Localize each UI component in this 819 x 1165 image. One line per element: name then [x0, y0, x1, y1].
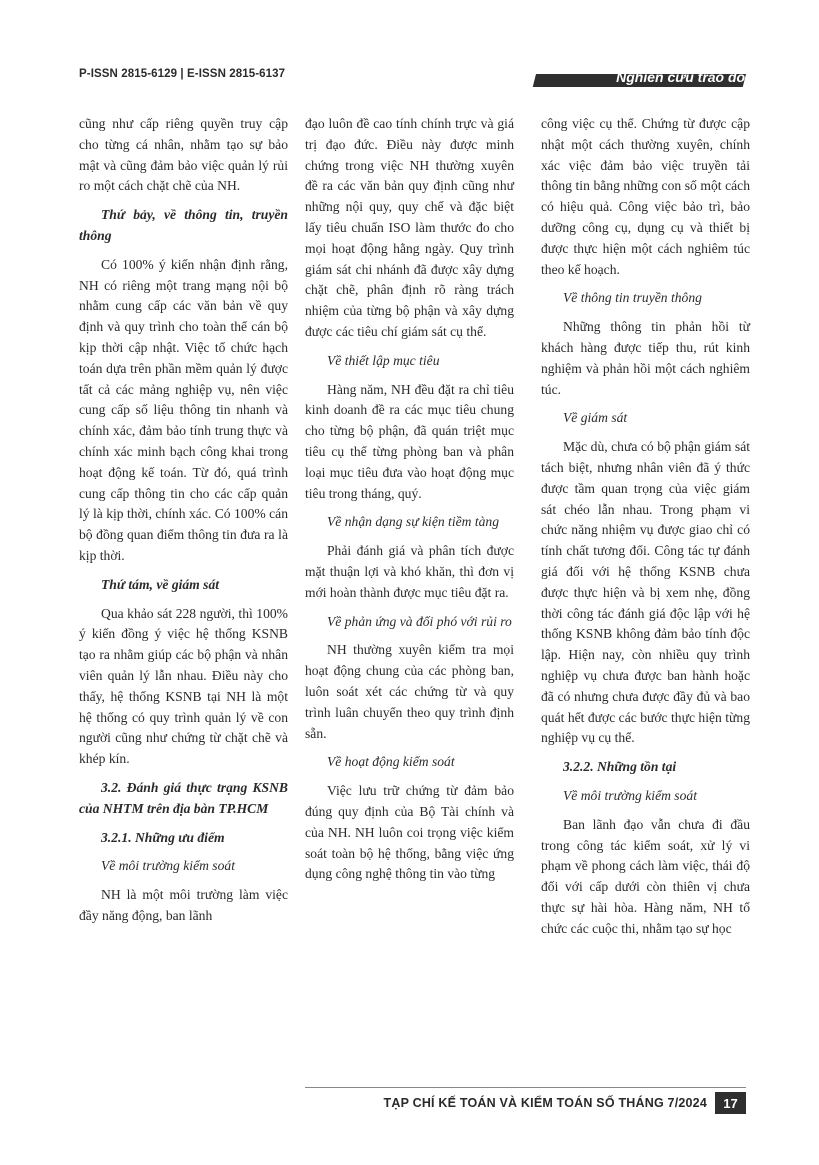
paragraph: Hàng năm, NH đều đặt ra chỉ tiêu kinh doanh đề ra các mục tiêu chung cho từng bộ phận, đã quán triệt mục tiêu cụ thể từng phòng ban và phân loại mục tiêu đưa vào hoạt động mục tiêu trong tháng, quý. [305, 381, 514, 501]
footer-rule [305, 1087, 746, 1088]
paragraph: NH là một môi trường làm việc đầy năng động, ban lãnh [79, 887, 288, 923]
paragraph: cũng như cấp riêng quyền truy cập cho từng cá nhân, nhằm tạo sự bảo mật và cũng đảm bảo việc quản lý rủi ro một cách chặt chẽ của NH. [79, 116, 288, 194]
paragraph: Những thông tin phản hồi từ khách hàng được tiếp thu, rút kinh nghiệm và phản hồi một cách nghiêm túc. [541, 319, 750, 397]
paragraph: đạo luôn đề cao tính chính trực và giá trị đạo đức. Điều này được minh chứng trong việc NH thường xuyên đề ra các văn bản quy định cũng như những nội quy, quy chế và đặc biệt lấy tiêu chuẩn ISO làm thước đo cho mọi hoạt động hằng ngày. Quy trình giám sát chi nhánh đã được xây dựng chặt chẽ, phân định rõ ràng trách nhiệm của từng bộ phận và xây dựng được các tiêu chí giám sát cụ thể. [305, 116, 514, 339]
subheading: Về môi trường kiểm soát [101, 858, 235, 874]
subheading: Về giám sát [563, 410, 628, 426]
subheading: Về nhận dạng sự kiện tiềm tàng [327, 514, 500, 530]
paragraph: Có 100% ý kiến nhận định rằng, NH có riêng một trang mạng nội bộ nhằm cung cấp các văn bản về quy định và quy trình cho toàn thể cán bộ kịp thời cập nhật. Việc tổ chức hạch toán dựa trên phần mềm quản lý được tất cả các mảng nghiệp vụ, nên việc cung cấp số liệu thông tin nhanh và chính xác, đảm bảo tính trung thực và chính xác minh bạch công khai trong hoạt động kế toán. Từ đó, quá trình cung cấp thông tin cho các cấp quản lý là kịp thời, chính xác. Có 100% cán bộ đồng quan điểm thông tin đưa ra là kịp thời. [79, 256, 288, 563]
paragraph: Qua khảo sát 228 người, thì 100% ý kiến đồng ý việc hệ thống KSNB tạo ra nhằm giúp các bộ phận và nhân viên quản lý lẫn nhau. Điều này cho thấy, hệ thống KSNB tại NH là một hệ thống có quy trình quản lý về con người cũng như chứng từ chặt chẽ và khép kín. [79, 605, 288, 767]
subheading: Về phản ứng và đối phó với rủi ro [327, 613, 512, 629]
paragraph: Phải đánh giá và phân tích được mặt thuận lợi và khó khăn, thì đơn vị mới hoàn thành được mục tiêu đặt ra. [305, 543, 514, 600]
journal-footer: TẠP CHÍ KẾ TOÁN VÀ KIỂM TOÁN SỐ THÁNG 7/2024 [383, 1096, 707, 1110]
section-heading: 3.2.1. Những ưu điểm [101, 829, 225, 845]
paragraph: Ban lãnh đạo vẫn chưa đi đầu trong công tác kiểm soát, xử lý vi phạm về phong cách làm việc, thái độ đối với cấp dưới còn thiên vị chưa thực sự hài hòa. Hàng năm, NH tổ chức các cuộc thi, nhằm tạo sự học [541, 816, 750, 936]
section-heading: Thứ bảy, về thông tin, truyền thông [79, 207, 288, 243]
page-number: 17 [715, 1092, 746, 1114]
paragraph: Mặc dù, chưa có bộ phận giám sát tách biệt, nhưng nhân viên đã ý thức được tầm quan trọng của việc giám sát chéo lẫn nhau. Trong phạm vi chức năng nhiệm vụ được giao chỉ có tính chất tương đối. Công tác tự đánh giá đối với hệ thống KSNB chưa được thực hiện và bị xem nhẹ, đồng thời công tác đánh giá độc lập với hệ thống KSNB không đảm bảo tính độc lập. Hiện nay, còn nhiều quy trình nghiệp vụ chưa được ban hành hoặc đã có nhưng chưa được đầy đủ và bao quát hết được các bước thực hiện từng nghiệp vụ cụ thể. [541, 439, 750, 746]
subheading: Về môi trường kiểm soát [563, 787, 697, 803]
text-column-2 [305, 114, 514, 893]
paragraph: Việc lưu trữ chứng từ đảm bảo đúng quy định của Bộ Tài chính và của NH. NH luôn coi trọng việc kiểm soát toàn bộ hệ thống, bằng việc ứng dụng công nghệ thông tin vào từng [305, 783, 514, 882]
text-column-1 [79, 114, 288, 935]
subheading: Về hoạt động kiểm soát [327, 754, 455, 770]
text-column-3 [541, 114, 750, 947]
section-heading: 3.2. Đánh giá thực trạng KSNB của NHTM trên địa bàn TP.HCM [79, 779, 288, 816]
section-heading: 3.2.2. Những tồn tại [563, 759, 677, 775]
paragraph: công việc cụ thể. Chứng từ được cập nhật một cách thường xuyên, chính xác việc đảm bảo việc truyền tải thông tin bằng những con số một cách có hiệu quả. Công việc bảo trì, bảo dưỡng công cụ, dụng cụ và thiết bị được thực hiện một cách nghiêm túc theo kế hoạch. [541, 116, 750, 277]
subheading: Về thông tin truyền thông [563, 290, 702, 306]
section-heading: Thứ tám, về giám sát [101, 576, 220, 592]
paragraph: NH thường xuyên kiểm tra mọi hoạt động chung của các phòng ban, luôn soát xét các chứng từ và quy trình luân chuyển theo quy trình định sẵn. [305, 642, 514, 741]
issn-line: P-ISSN 2815-6129 | E-ISSN 2815-6137 [79, 68, 286, 80]
subheading: Về thiết lập mục tiêu [327, 352, 440, 368]
section-title: Nghiên cứu trao đổi [616, 69, 749, 85]
